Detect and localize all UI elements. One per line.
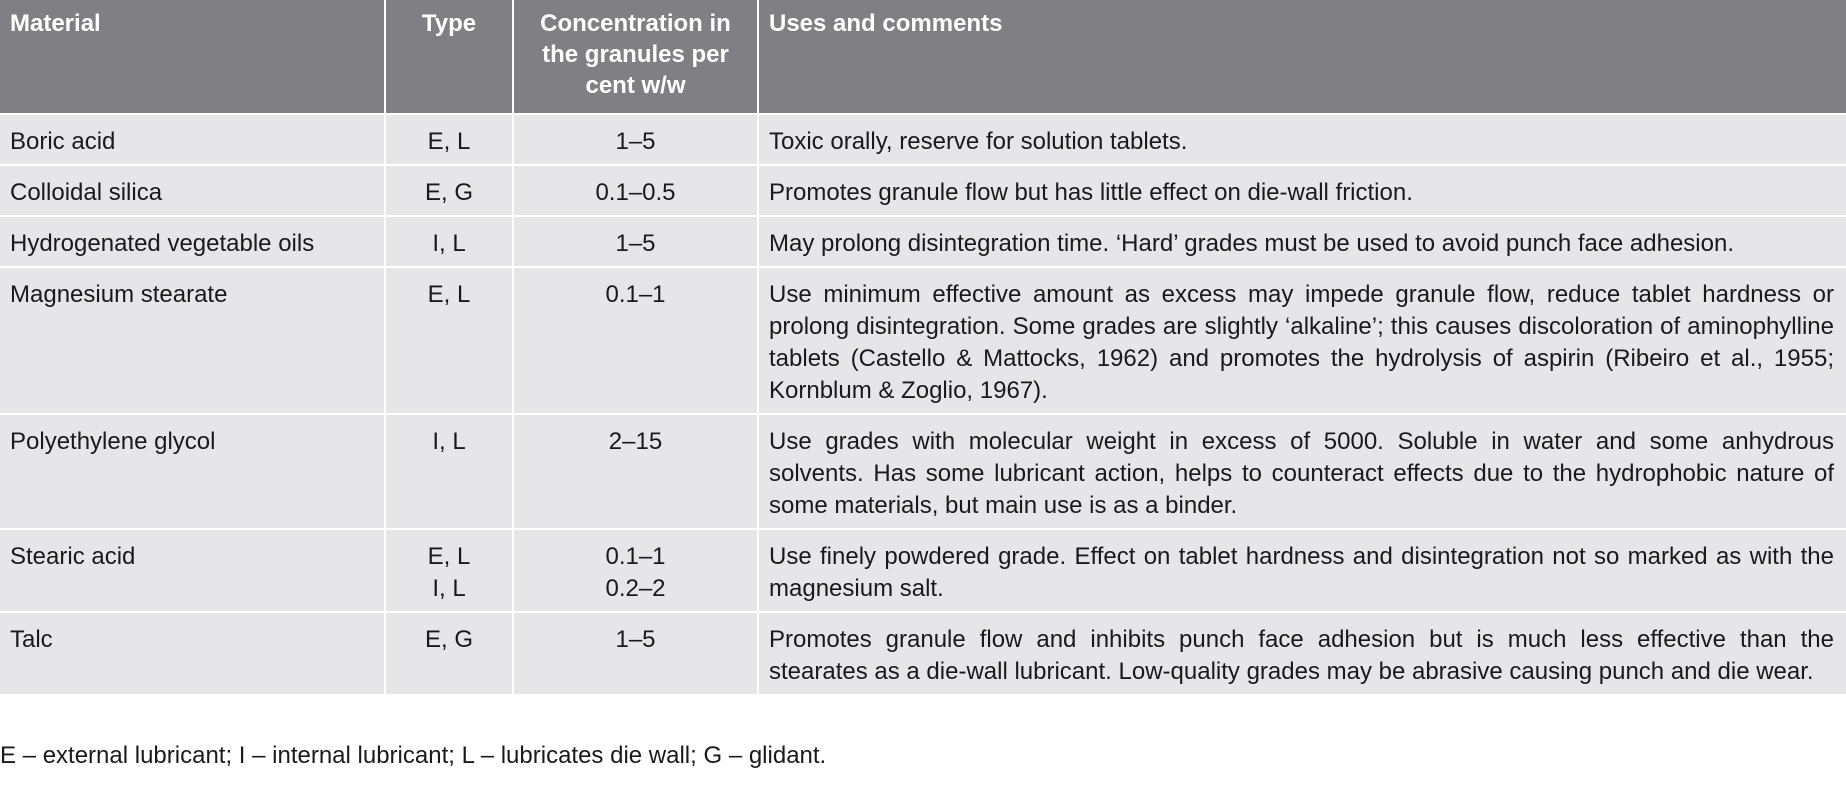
concentration-cell bbox=[513, 529, 758, 612]
header-uses: Uses and comments bbox=[758, 0, 1846, 114]
concentration-value: 0.1–0.5 bbox=[595, 179, 676, 206]
table-row bbox=[0, 414, 1846, 529]
table-footnote: E – external lubricant; I – internal lubricant; L – lubricates die wall; G – glidant. bbox=[0, 742, 827, 769]
concentration-value: 0.1–1 bbox=[605, 543, 666, 570]
type-value: E, L bbox=[427, 128, 471, 155]
uses-cell: Promotes granule flow but has little effect on die-wall friction. bbox=[758, 165, 1846, 216]
table-header-row bbox=[0, 0, 1846, 114]
table-row bbox=[0, 216, 1846, 267]
type-value: E, G bbox=[424, 179, 473, 206]
header-material: Material bbox=[0, 0, 385, 114]
concentration-value: 1–5 bbox=[615, 128, 656, 155]
uses-cell: Promotes granule flow and inhibits punch face adhesion but is much less effective than the stearates as a die-wall lubricant. Low-quality grades may be abrasive causing punch and die wear. bbox=[758, 612, 1846, 695]
type-cell bbox=[385, 414, 513, 529]
material-cell: Hydrogenated vegetable oils bbox=[0, 216, 385, 267]
type-value: I, L bbox=[432, 230, 466, 257]
concentration-cell bbox=[513, 612, 758, 695]
type-value: E, L bbox=[427, 543, 471, 570]
concentration-value: 0.2–2 bbox=[605, 575, 666, 602]
material-cell: Stearic acid bbox=[0, 529, 385, 612]
type-cell bbox=[385, 216, 513, 267]
concentration-value: 1–5 bbox=[615, 230, 656, 257]
type-value: E, G bbox=[424, 626, 473, 653]
table-row bbox=[0, 612, 1846, 695]
table-row bbox=[0, 114, 1846, 165]
material-cell: Boric acid bbox=[0, 114, 385, 165]
material-cell: Magnesium stearate bbox=[0, 267, 385, 414]
type-cell bbox=[385, 529, 513, 612]
uses-cell: May prolong disintegration time. ‘Hard’ grades must be used to avoid punch face adhesion. bbox=[758, 216, 1846, 267]
type-value: I, L bbox=[432, 428, 466, 455]
type-cell bbox=[385, 114, 513, 165]
concentration-cell bbox=[513, 216, 758, 267]
concentration-value: 2–15 bbox=[608, 428, 663, 455]
type-cell bbox=[385, 267, 513, 414]
table-row bbox=[0, 529, 1846, 612]
type-value: I, L bbox=[432, 575, 466, 602]
concentration-value: 1–5 bbox=[615, 626, 656, 653]
uses-cell: Use minimum effective amount as excess may impede granule flow, reduce tablet hardness or prolong disintegration. Some grades are slightly ‘alkaline’; this causes discoloration of aminophylline tablets (Castello & Mattocks, 1962) and promotes the hydrolysis of aspirin (Ribeiro et al., 1955; Kornblum & Zoglio, 1967). bbox=[758, 267, 1846, 414]
table-row bbox=[0, 267, 1846, 414]
concentration-cell bbox=[513, 114, 758, 165]
uses-cell: Toxic orally, reserve for solution tablets. bbox=[758, 114, 1846, 165]
concentration-cell bbox=[513, 414, 758, 529]
uses-cell: Use finely powdered grade. Effect on tablet hardness and disintegration not so marked as with the magnesium salt. bbox=[758, 529, 1846, 612]
type-cell bbox=[385, 165, 513, 216]
material-cell: Colloidal silica bbox=[0, 165, 385, 216]
concentration-value: 0.1–1 bbox=[605, 281, 666, 308]
table-row bbox=[0, 165, 1846, 216]
concentration-cell bbox=[513, 267, 758, 414]
material-cell: Talc bbox=[0, 612, 385, 695]
header-concentration: Concentration in the granules per cent w/w bbox=[513, 0, 758, 114]
uses-cell: Use grades with molecular weight in excess of 5000. Soluble in water and some anhydrous solvents. Has some lubricant action, helps to counteract effects due to the hydrophobic nature of some materials, but main use is as a binder. bbox=[758, 414, 1846, 529]
material-cell: Polyethylene glycol bbox=[0, 414, 385, 529]
concentration-cell bbox=[513, 165, 758, 216]
header-type: Type bbox=[385, 0, 513, 114]
type-cell bbox=[385, 612, 513, 695]
type-value: E, L bbox=[427, 281, 471, 308]
